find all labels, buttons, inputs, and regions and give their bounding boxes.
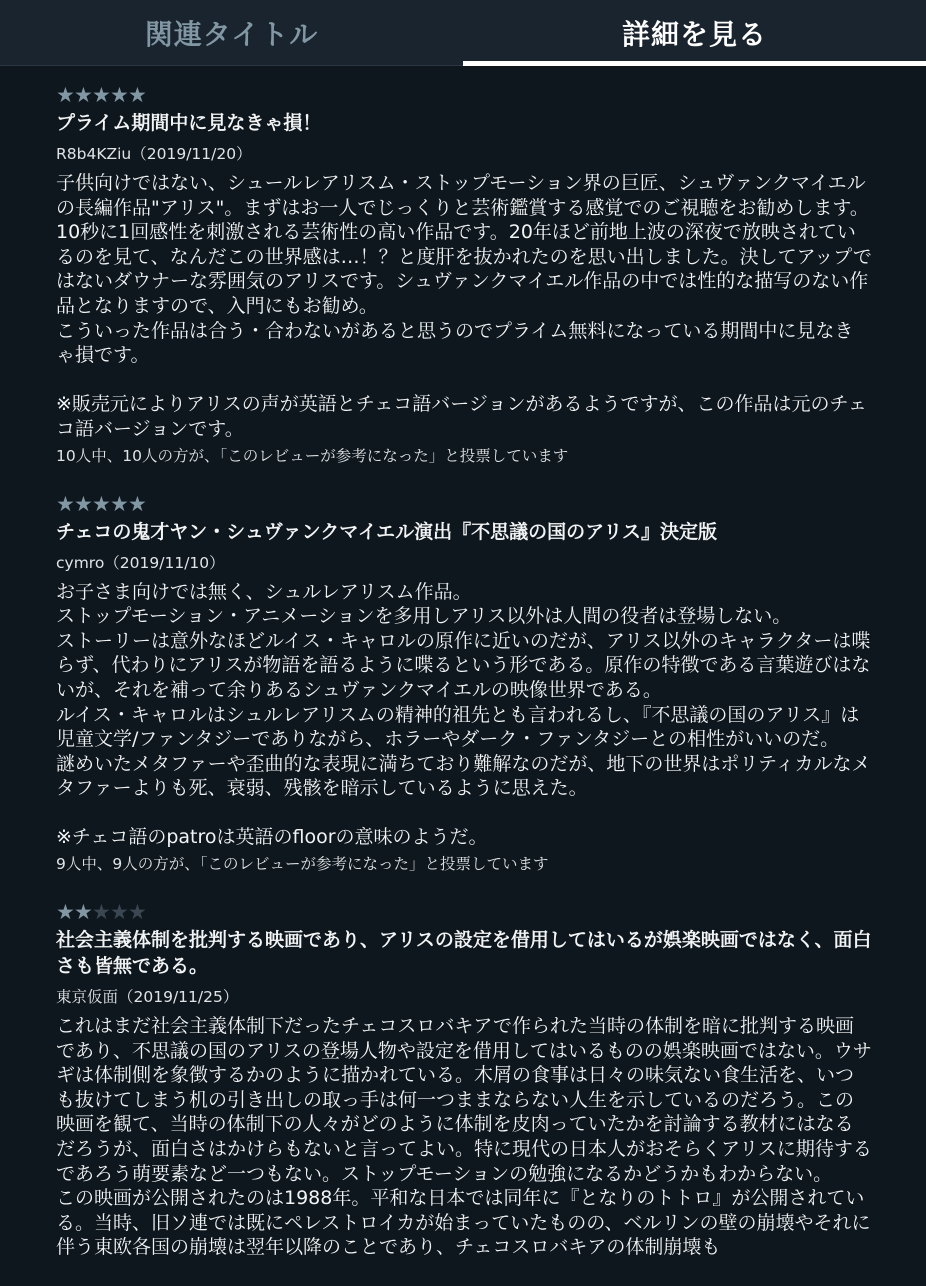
star-icon: ★ — [92, 491, 111, 516]
star-icon: ★ — [56, 491, 75, 516]
review-title: チェコの鬼才ヤン・シュヴァンクマイエル演出『不思議の国のアリス』決定版 — [56, 520, 718, 543]
star-icon: ★ — [74, 83, 93, 107]
star-icon: ★ — [110, 491, 129, 516]
review-body: 子供向けではない、シュールレアリスム・ストップモーション界の巨匠、シュヴァンクマイエルの長編作品"アリス"。まずはお一人でじっくりと芸術鑑賞する感覚でのご視聴をお勧めします。10秒に1回感性を刺激される芸術性の高い作品です。20年ほど前地上波の深夜で放映されているのを見て、なんだこの世界感は…！？と度肝を抜かれたのを思い出しました。決してアップではないダウナーな雰囲気のアリスです。シュヴァンクマイエル作品の中では性的な描写のない作品となりますので、入門にもお勧め。 こういった作品は合う・合わないがあると思うのでプライム無料になっている期間中に見なきゃ損です。 ※販売元によりアリスの声が英語とチェコ語バージョンがあるようですが、この作品は元のチェコ語バージョンです。 — [56, 172, 872, 440]
review-title: プライム期間中に見なきゃ損！ — [56, 112, 322, 134]
star-icon: ★ — [92, 83, 111, 107]
tab-related-titles[interactable]: 関連タイトル — [144, 18, 319, 51]
star-icon: ★ — [128, 900, 147, 925]
review-author-date: R8b4KZiu（2019/11/20） — [56, 145, 252, 163]
review-body: お子さま向けでは無く、シュルレアリスム作品。 ストップモーション・アニメーションを多用しアリス以外は人間の役者は登場しない。 ストーリーは意外なほどルイス・キャロルの原作に近いのだが、アリス以外のキャラクターは喋らず、代わりにアリスが物語を語るように喋るという形である。原作の特徴である言葉遊びはないが、それを補って余りあるシュヴァンクマイエルの映像世界である。 ルイス・キャロルはシュルレアリスムの精神的祖先とも言われるし、『不思議の国のアリス』は児童文学/ファンタジーでありながら、ホラーやダーク・ファンタジーとの相性がいいのだ。 謎めいたメタファーや歪曲的な表現に満ちており難解なのだが、地下の世界はポリティカルなメタファーよりも死、衰弱、残骸を暗示しているように思えた。 ※チェコ語のpatroは英語のfloorの意味のようだ。 — [56, 580, 871, 849]
active-tab-indicator — [463, 61, 926, 66]
star-icon: ★ — [74, 900, 93, 925]
star-icon: ★ — [128, 491, 147, 516]
review-helpful-count: 10人中、10人の方が、「このレビューが参考になった」と投票しています — [56, 446, 569, 465]
reviews-list — [56, 84, 872, 1286]
review-author-date: cymro（2019/11/10） — [56, 553, 225, 572]
star-rating — [56, 84, 872, 106]
review-author-date: 東京仮面（2019/11/25） — [56, 988, 239, 1007]
tab-details[interactable]: 詳細を見る — [621, 18, 767, 51]
review-item — [56, 901, 872, 1260]
star-icon: ★ — [92, 900, 111, 925]
star-rating — [56, 493, 872, 515]
star-icon: ★ — [128, 83, 147, 107]
review-item — [56, 493, 872, 876]
review-item — [56, 84, 872, 467]
star-rating — [56, 901, 872, 923]
star-icon: ★ — [74, 491, 93, 516]
star-icon: ★ — [56, 900, 75, 925]
review-body: これはまだ社会主義体制下だったチェコスロバキアで作られた当時の体制を暗に批判する映画であり、不思議の国のアリスの登場人物や設定を借用してはいるものの娯楽映画ではない。ウサギは体制側を象徴するかのように描かれている。木屑の食事は日々の味気ない食生活を、いつも抜けてしまう机の引き出しの取っ手は何一つままならない人生を示しているのだろう。この映画を観て、当時の体制下の人々がどのように体制を皮肉っていたかを討論する教材にはなるだろうが、面白さはかけらもないと言ってよい。特に現代の日本人がおそらくアリスに期待するであろう萌要素など一つもない。ストップモーションの勉強になるかどうかもわからない。 この映画が公開されたのは1988年。平和な日本では同年に『となりのトトロ』が公開されている。当時、旧ソ連では既にペレストロイカが始まっていたものの、ベルリンの壁の崩壊やそれに伴う東欧各国の崩壊は翌年以降のことであり、チェコスロバキアの体制崩壊も — [56, 1015, 872, 1259]
star-icon: ★ — [110, 83, 129, 107]
star-icon: ★ — [110, 900, 129, 925]
review-helpful-count: 9人中、9人の方が、「このレビューが参考になった」と投票しています — [56, 855, 549, 874]
tab-bar — [0, 0, 926, 66]
review-title: 社会主義体制を批判する映画であり、アリスの設定を借用してはいるが娯楽映画ではなく、面白さも皆無である。 — [56, 929, 872, 978]
star-icon: ★ — [56, 83, 75, 107]
